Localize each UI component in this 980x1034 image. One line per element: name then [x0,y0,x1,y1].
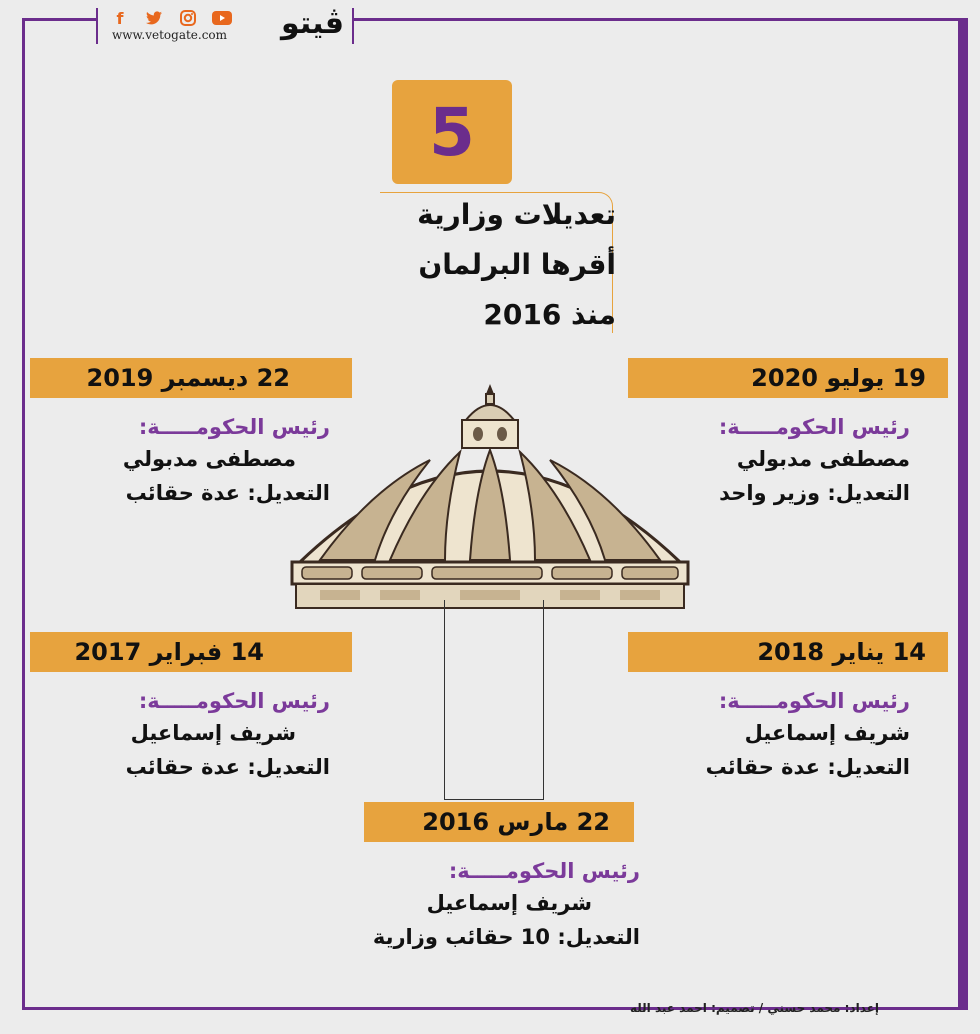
frame-right-bar [958,18,968,1010]
entry-2019 [30,412,330,510]
pm-name: مصطفى مدبولي [736,447,910,471]
headline [370,190,616,340]
count-badge: 5 [392,80,512,184]
change-text: التعديل: وزير واحد [719,481,910,505]
date-bar-2020: 19 يوليو 2020 [628,358,948,398]
pm-label: رئيس الحكومـــــة: [138,415,330,439]
credits [630,1001,879,1015]
entry-2016 [340,856,640,954]
facebook-icon[interactable]: f [116,8,124,28]
pm-name: شريف إسماعيل [130,721,296,745]
header-divider-right [352,8,354,44]
pm-label: رئيس الحكومـــــة: [718,689,910,713]
vetogate-logo[interactable]: ڤيتو [281,6,344,41]
date-bar-2019: 22 ديسمبر 2019 [30,358,352,398]
timeline-stem [444,600,544,800]
date-bar-2018: 14 يناير 2018 [628,632,948,672]
change-text: التعديل: 10 حقائب وزارية [372,925,640,949]
entry-2020 [620,412,910,510]
headline-line-2: أقرها البرلمان [418,248,616,281]
change-text: التعديل: عدة حقائب [125,481,330,505]
entry-2018 [620,686,910,784]
pm-name: مصطفى مدبولي [122,447,296,471]
pm-label: رئيس الحكومـــــة: [448,859,640,883]
social-icons [110,8,232,28]
credit-prepared: إعداد: محمد حسني [767,1001,879,1015]
instagram-icon[interactable] [178,8,198,28]
date-bar-2016: 22 مارس 2016 [364,802,634,842]
pm-label: رئيس الحكومـــــة: [718,415,910,439]
header-divider-left [96,8,98,44]
twitter-icon[interactable] [144,8,164,28]
youtube-icon[interactable] [212,8,232,28]
entry-2017 [30,686,330,784]
headline-line-3: منذ 2016 [483,298,616,331]
change-text: التعديل: عدة حقائب [125,755,330,779]
headline-line-1: تعديلات وزارية [417,198,616,231]
change-text: التعديل: عدة حقائب [705,755,910,779]
credit-separator: / [754,1001,764,1015]
pm-label: رئيس الحكومـــــة: [138,689,330,713]
pm-name: شريف إسماعيل [426,891,592,915]
pm-name: شريف إسماعيل [744,721,910,745]
credit-design: تصميم: احمد عبد الله [630,1001,755,1015]
date-bar-2017: 14 فبراير 2017 [30,632,352,672]
site-url[interactable]: www.vetogate.com [112,28,228,42]
